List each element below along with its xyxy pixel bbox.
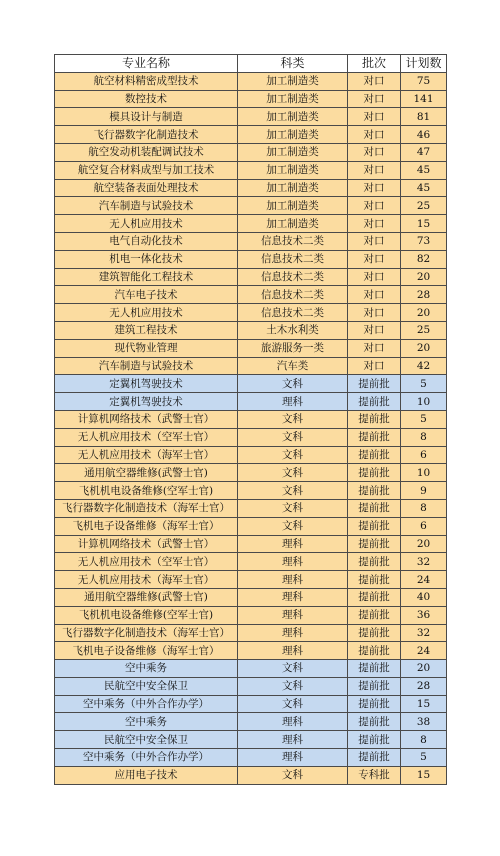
major-name-cell: 计算机网络技术（武警士官） xyxy=(55,410,238,428)
plan-count-cell: 15 xyxy=(401,215,447,233)
category-cell: 加工制造类 xyxy=(238,161,348,179)
plan-count-cell: 25 xyxy=(401,321,447,339)
category-cell: 理科 xyxy=(238,713,348,731)
batch-cell: 提前批 xyxy=(348,464,401,482)
category-cell: 理科 xyxy=(238,393,348,411)
plan-count-cell: 47 xyxy=(401,143,447,161)
plan-count-cell: 81 xyxy=(401,108,447,126)
table-row xyxy=(55,108,447,126)
table-row xyxy=(55,428,447,446)
major-name-cell: 数控技术 xyxy=(55,90,238,108)
table-row xyxy=(55,304,447,322)
plan-count-cell: 45 xyxy=(401,179,447,197)
table-row xyxy=(55,749,447,767)
batch-cell: 对口 xyxy=(348,143,401,161)
major-name-cell: 民航空中安全保卫 xyxy=(55,731,238,749)
category-cell: 信息技术二类 xyxy=(238,250,348,268)
table-row xyxy=(55,677,447,695)
table-row xyxy=(55,499,447,517)
table-row xyxy=(55,606,447,624)
table-row xyxy=(55,410,447,428)
table-row xyxy=(55,588,447,606)
table-row xyxy=(55,766,447,784)
major-name-cell: 通用航空器维修(武警士官) xyxy=(55,588,238,606)
major-name-cell: 计算机网络技术（武警士官） xyxy=(55,535,238,553)
batch-cell: 对口 xyxy=(348,286,401,304)
major-name-cell: 现代物业管理 xyxy=(55,339,238,357)
category-cell: 文科 xyxy=(238,766,348,784)
batch-cell: 对口 xyxy=(348,321,401,339)
table-row xyxy=(55,286,447,304)
major-name-cell: 无人机应用技术（海军士官） xyxy=(55,446,238,464)
category-cell: 文科 xyxy=(238,695,348,713)
plan-count-cell: 38 xyxy=(401,713,447,731)
major-name-cell: 空中乘务（中外合作办学） xyxy=(55,749,238,767)
batch-cell: 提前批 xyxy=(348,588,401,606)
plan-count-cell: 42 xyxy=(401,357,447,375)
table-row xyxy=(55,126,447,144)
batch-cell: 提前批 xyxy=(348,393,401,411)
category-cell: 理科 xyxy=(238,624,348,642)
category-cell: 加工制造类 xyxy=(238,143,348,161)
category-cell: 信息技术二类 xyxy=(238,268,348,286)
plan-count-cell: 141 xyxy=(401,90,447,108)
major-name-cell: 航空发动机装配调试技术 xyxy=(55,143,238,161)
batch-cell: 对口 xyxy=(348,268,401,286)
major-name-cell: 无人机应用技术（海军士官） xyxy=(55,571,238,589)
category-cell: 文科 xyxy=(238,482,348,500)
major-name-cell: 飞行器数字化制造技术（海军士官） xyxy=(55,624,238,642)
plan-count-cell: 10 xyxy=(401,464,447,482)
batch-cell: 提前批 xyxy=(348,606,401,624)
batch-cell: 对口 xyxy=(348,339,401,357)
header-batch: 批次 xyxy=(348,55,401,73)
table-row xyxy=(55,250,447,268)
header-major-name: 专业名称 xyxy=(55,55,238,73)
plan-count-cell: 82 xyxy=(401,250,447,268)
batch-cell: 提前批 xyxy=(348,749,401,767)
batch-cell: 提前批 xyxy=(348,713,401,731)
category-cell: 理科 xyxy=(238,749,348,767)
plan-count-cell: 36 xyxy=(401,606,447,624)
category-cell: 信息技术二类 xyxy=(238,286,348,304)
major-name-cell: 汽车制造与试验技术 xyxy=(55,357,238,375)
plan-count-cell: 20 xyxy=(401,268,447,286)
batch-cell: 对口 xyxy=(348,232,401,250)
category-cell: 文科 xyxy=(238,410,348,428)
category-cell: 理科 xyxy=(238,642,348,660)
plan-count-cell: 5 xyxy=(401,375,447,393)
category-cell: 加工制造类 xyxy=(238,179,348,197)
category-cell: 文科 xyxy=(238,660,348,678)
category-cell: 加工制造类 xyxy=(238,108,348,126)
plan-count-cell: 45 xyxy=(401,161,447,179)
major-name-cell: 定翼机驾驶技术 xyxy=(55,375,238,393)
plan-count-cell: 5 xyxy=(401,749,447,767)
category-cell: 文科 xyxy=(238,677,348,695)
table-row xyxy=(55,393,447,411)
table-row xyxy=(55,464,447,482)
major-name-cell: 建筑工程技术 xyxy=(55,321,238,339)
header-plan-count: 计划数 xyxy=(401,55,447,73)
batch-cell: 对口 xyxy=(348,126,401,144)
header-category: 科类 xyxy=(238,55,348,73)
plan-count-cell: 8 xyxy=(401,731,447,749)
major-name-cell: 电气自动化技术 xyxy=(55,232,238,250)
table-row xyxy=(55,713,447,731)
table-row xyxy=(55,179,447,197)
batch-cell: 提前批 xyxy=(348,499,401,517)
major-name-cell: 机电一体化技术 xyxy=(55,250,238,268)
table-row xyxy=(55,72,447,90)
batch-cell: 对口 xyxy=(348,161,401,179)
category-cell: 文科 xyxy=(238,375,348,393)
table-row xyxy=(55,642,447,660)
major-name-cell: 定翼机驾驶技术 xyxy=(55,393,238,411)
table-row xyxy=(55,375,447,393)
table-row xyxy=(55,268,447,286)
batch-cell: 对口 xyxy=(348,197,401,215)
category-cell: 土木水利类 xyxy=(238,321,348,339)
batch-cell: 提前批 xyxy=(348,624,401,642)
plan-count-cell: 46 xyxy=(401,126,447,144)
table-header xyxy=(55,55,447,73)
plan-count-cell: 73 xyxy=(401,232,447,250)
major-name-cell: 无人机应用技术（空军士官） xyxy=(55,428,238,446)
table-row xyxy=(55,143,447,161)
category-cell: 加工制造类 xyxy=(238,90,348,108)
batch-cell: 提前批 xyxy=(348,695,401,713)
batch-cell: 提前批 xyxy=(348,517,401,535)
category-cell: 旅游服务一类 xyxy=(238,339,348,357)
category-cell: 文科 xyxy=(238,517,348,535)
major-name-cell: 空中乘务（中外合作办学） xyxy=(55,695,238,713)
table-row xyxy=(55,215,447,233)
plan-count-cell: 15 xyxy=(401,695,447,713)
table-row xyxy=(55,446,447,464)
batch-cell: 专科批 xyxy=(348,766,401,784)
batch-cell: 提前批 xyxy=(348,660,401,678)
plan-count-cell: 24 xyxy=(401,571,447,589)
major-name-cell: 民航空中安全保卫 xyxy=(55,677,238,695)
major-name-cell: 空中乘务 xyxy=(55,713,238,731)
batch-cell: 提前批 xyxy=(348,375,401,393)
plan-count-cell: 10 xyxy=(401,393,447,411)
plan-count-cell: 8 xyxy=(401,499,447,517)
category-cell: 理科 xyxy=(238,535,348,553)
table-row xyxy=(55,232,447,250)
table-row xyxy=(55,660,447,678)
table-row xyxy=(55,624,447,642)
plan-count-cell: 20 xyxy=(401,304,447,322)
plan-count-cell: 28 xyxy=(401,677,447,695)
batch-cell: 对口 xyxy=(348,304,401,322)
category-cell: 信息技术二类 xyxy=(238,304,348,322)
batch-cell: 对口 xyxy=(348,215,401,233)
table-body xyxy=(55,72,447,784)
batch-cell: 提前批 xyxy=(348,446,401,464)
major-name-cell: 航空材料精密成型技术 xyxy=(55,72,238,90)
plan-count-cell: 28 xyxy=(401,286,447,304)
enrollment-plan-table xyxy=(54,54,447,785)
category-cell: 文科 xyxy=(238,499,348,517)
plan-count-cell: 24 xyxy=(401,642,447,660)
batch-cell: 对口 xyxy=(348,179,401,197)
major-name-cell: 飞机电子设备维修（海军士官） xyxy=(55,517,238,535)
table-row xyxy=(55,321,447,339)
plan-count-cell: 20 xyxy=(401,535,447,553)
batch-cell: 对口 xyxy=(348,357,401,375)
category-cell: 理科 xyxy=(238,606,348,624)
table-row xyxy=(55,695,447,713)
batch-cell: 对口 xyxy=(348,72,401,90)
major-name-cell: 无人机应用技术 xyxy=(55,304,238,322)
category-cell: 加工制造类 xyxy=(238,72,348,90)
plan-count-cell: 9 xyxy=(401,482,447,500)
major-name-cell: 汽车电子技术 xyxy=(55,286,238,304)
plan-count-cell: 6 xyxy=(401,517,447,535)
batch-cell: 提前批 xyxy=(348,677,401,695)
plan-count-cell: 8 xyxy=(401,428,447,446)
category-cell: 信息技术二类 xyxy=(238,232,348,250)
table-row xyxy=(55,482,447,500)
major-name-cell: 飞机电子设备维修（海军士官） xyxy=(55,642,238,660)
batch-cell: 提前批 xyxy=(348,642,401,660)
category-cell: 加工制造类 xyxy=(238,126,348,144)
plan-count-cell: 32 xyxy=(401,624,447,642)
batch-cell: 提前批 xyxy=(348,535,401,553)
category-cell: 理科 xyxy=(238,588,348,606)
plan-count-cell: 15 xyxy=(401,766,447,784)
table-row xyxy=(55,535,447,553)
batch-cell: 提前批 xyxy=(348,410,401,428)
batch-cell: 对口 xyxy=(348,90,401,108)
major-name-cell: 空中乘务 xyxy=(55,660,238,678)
table-row xyxy=(55,90,447,108)
plan-count-cell: 25 xyxy=(401,197,447,215)
major-name-cell: 通用航空器维修(武警士官) xyxy=(55,464,238,482)
plan-count-cell: 5 xyxy=(401,410,447,428)
table-row xyxy=(55,339,447,357)
table-row xyxy=(55,161,447,179)
major-name-cell: 无人机应用技术（空军士官） xyxy=(55,553,238,571)
batch-cell: 提前批 xyxy=(348,428,401,446)
category-cell: 理科 xyxy=(238,731,348,749)
major-name-cell: 航空复合材料成型与加工技术 xyxy=(55,161,238,179)
category-cell: 文科 xyxy=(238,464,348,482)
batch-cell: 提前批 xyxy=(348,553,401,571)
category-cell: 理科 xyxy=(238,571,348,589)
plan-count-cell: 6 xyxy=(401,446,447,464)
plan-count-cell: 75 xyxy=(401,72,447,90)
major-name-cell: 飞行器数字化制造技术（海军士官） xyxy=(55,499,238,517)
major-name-cell: 无人机应用技术 xyxy=(55,215,238,233)
category-cell: 理科 xyxy=(238,553,348,571)
category-cell: 加工制造类 xyxy=(238,197,348,215)
table-row xyxy=(55,197,447,215)
major-name-cell: 应用电子技术 xyxy=(55,766,238,784)
table-row xyxy=(55,357,447,375)
major-name-cell: 模具设计与制造 xyxy=(55,108,238,126)
major-name-cell: 飞机机电设备维修(空军士官) xyxy=(55,606,238,624)
table-row xyxy=(55,553,447,571)
category-cell: 文科 xyxy=(238,428,348,446)
plan-count-cell: 20 xyxy=(401,339,447,357)
header-row xyxy=(55,55,447,73)
plan-count-cell: 40 xyxy=(401,588,447,606)
major-name-cell: 飞机机电设备维修(空军士官) xyxy=(55,482,238,500)
major-name-cell: 汽车制造与试验技术 xyxy=(55,197,238,215)
major-name-cell: 建筑智能化工程技术 xyxy=(55,268,238,286)
category-cell: 汽车类 xyxy=(238,357,348,375)
category-cell: 加工制造类 xyxy=(238,215,348,233)
batch-cell: 提前批 xyxy=(348,571,401,589)
table-row xyxy=(55,517,447,535)
batch-cell: 对口 xyxy=(348,250,401,268)
batch-cell: 提前批 xyxy=(348,482,401,500)
batch-cell: 提前批 xyxy=(348,731,401,749)
plan-count-cell: 20 xyxy=(401,660,447,678)
major-name-cell: 航空装备表面处理技术 xyxy=(55,179,238,197)
plan-count-cell: 32 xyxy=(401,553,447,571)
category-cell: 文科 xyxy=(238,446,348,464)
table-row xyxy=(55,571,447,589)
batch-cell: 对口 xyxy=(348,108,401,126)
table-row xyxy=(55,731,447,749)
major-name-cell: 飞行器数字化制造技术 xyxy=(55,126,238,144)
